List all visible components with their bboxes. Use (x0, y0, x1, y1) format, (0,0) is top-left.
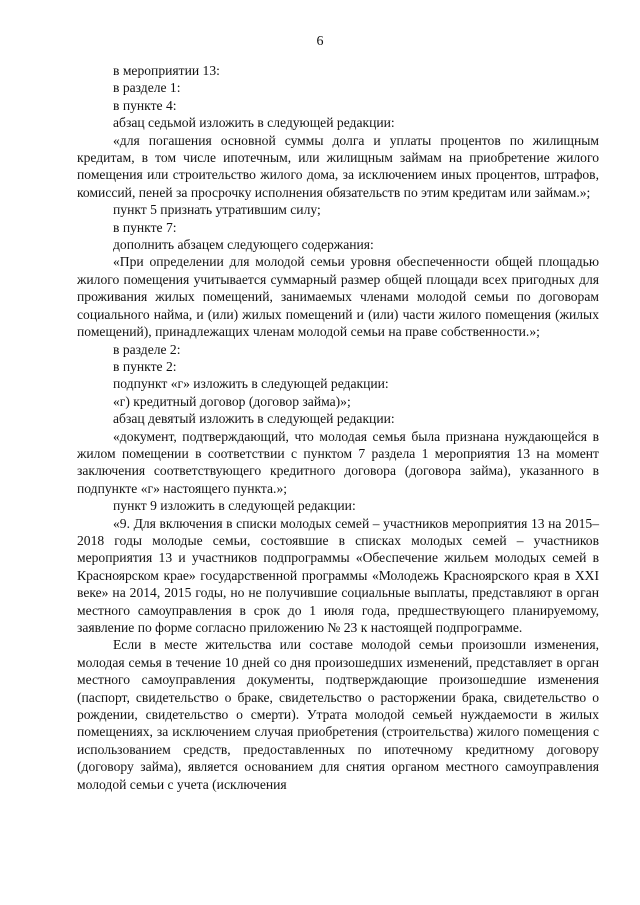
document-body (77, 62, 599, 793)
paragraph-2: в разделе 1: (113, 80, 181, 96)
paragraph-5: «для погашения основной суммы долга и уплаты процентов по жилищным кредитам, в том числе ипотечным, или жилищным займам на приобретение жилого помещения или строительство жилого дома, за исключением иных процентов, штрафов, комиссий, пеней за просрочку исполнения обязательств по этим кредитам или займам.»; (77, 132, 599, 200)
paragraph-18: Если в месте жительства или составе молодой семьи произошли изменения, молодая семья в течение 10 дней со дня произошедших изменений, представляет в орган местного самоуправления документы, подтверждающие произошедшие изменения (паспорт, свидетельство о браке, свидетельство о расторжении брака, свидетельство о рождении, свидетельство о смерти). Утрата молодой семьей нуждаемости в жилых помещениях, за исключением случая приобретения (строительства) жилого помещения с использованием средств, предоставленных по ипотечному кредитному договору (договору займа), является основанием для снятия органом местного самоуправления молодой семьи с учета (исключения (77, 637, 599, 792)
paragraph-11: в пункте 2: (113, 358, 177, 374)
paragraph-7: в пункте 7: (113, 219, 177, 235)
paragraph-10: в разделе 2: (113, 341, 181, 357)
paragraph-15: «документ, подтверждающий, что молодая семья была признана нуждающейся в жилом помещении в соответствии с пунктом 7 раздела 1 мероприятия 13 на момент заключения соответствующего кредитного договора (договора займа), указанного в подпункте «г» настоящего пункта.»; (77, 428, 599, 496)
paragraph-16: пункт 9 изложить в следующей редакции: (113, 498, 356, 514)
paragraph-9: «При определении для молодой семьи уровня обеспеченности общей площадью жилого помещения учитывается суммарный размер общей площади всех пригодных для проживания жилых помещений, занимаемых членами молодой семьи по договорам социального найма, и (или) жилых помещений и (или) части жилого помещения (жилых помещений), принадлежащих членам молодой семьи на праве собственности.»; (77, 254, 599, 340)
paragraph-6: пункт 5 признать утратившим силу; (113, 202, 321, 218)
paragraph-8: дополнить абзацем следующего содержания: (113, 237, 374, 253)
paragraph-12: подпункт «г» изложить в следующей редакции: (113, 376, 389, 392)
page-number: 6 (316, 34, 324, 49)
paragraph-13: «г) кредитный договор (договор займа)»; (113, 393, 351, 409)
paragraph-17: «9. Для включения в списки молодых семей – участников мероприятия 13 на 2015–2018 годы молодые семьи, состоявшие в списках молодых семей – участников мероприятия 13 и участников подпрограммы «Обеспечение жильем молодых семей в Красноярском крае» государственной программы «Молодежь Красноярского края в XXI веке» на 2014, 2015 годы, но не получившие социальные выплаты, представляют в орган местного самоуправления в срок до 1 июля года, предшествующего планируемому, заявление по форме согласно приложению № 23 к настоящей подпрограмме. (77, 515, 599, 635)
paragraph-4: абзац седьмой изложить в следующей редакции: (113, 115, 395, 131)
paragraph-1: в мероприятии 13: (113, 63, 220, 78)
paragraph-14: абзац девятый изложить в следующей редакции: (113, 411, 395, 427)
paragraph-3: в пункте 4: (113, 97, 177, 113)
